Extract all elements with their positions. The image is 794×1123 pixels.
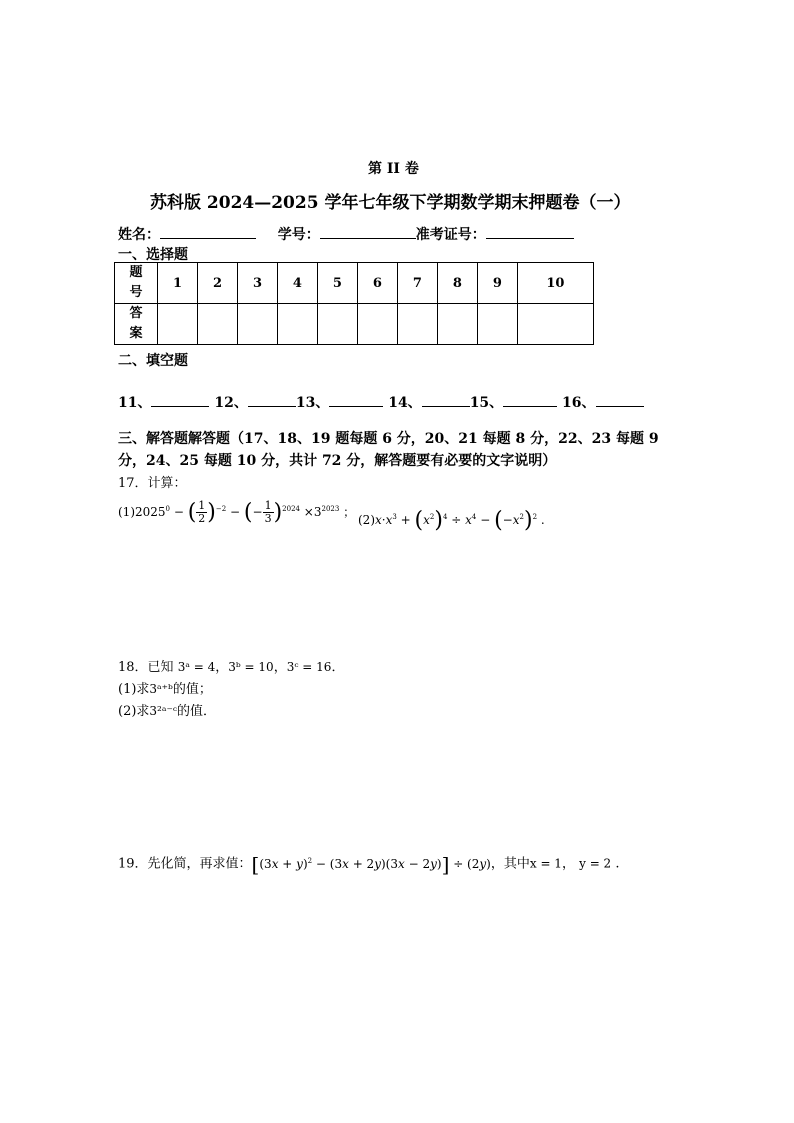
question-number-cell: 10: [517, 263, 593, 304]
blank-label-14: 14、: [388, 395, 422, 411]
student-info-row: [118, 224, 574, 244]
answer-cell[interactable]: [357, 304, 397, 345]
q18-cond-b: 3ᵇ = 10: [228, 660, 274, 674]
q17-stem: 17．计算：: [118, 476, 187, 491]
q18-sub2: (2)求3²ᵃ⁻ᶜ的值．: [118, 704, 216, 719]
question-number-cell: 6: [357, 263, 397, 304]
row-label-answer: 答 案: [115, 304, 158, 345]
question-number-cell: 9: [477, 263, 517, 304]
answer-cell[interactable]: [397, 304, 437, 345]
section-answer-title-line1: 三、解答题解答题（17、18、19 题每题 6 分，20、21 每题 8 分，22、23 每题 9: [118, 431, 659, 447]
section-choice-title: 一、选择题: [118, 247, 188, 263]
answer-cell[interactable]: [477, 304, 517, 345]
answer-cell[interactable]: [317, 304, 357, 345]
blank-label-11: 11、: [118, 395, 152, 411]
blank-label-16: 16、: [562, 395, 596, 411]
question-number-row: [115, 263, 594, 304]
blank-16[interactable]: [596, 392, 644, 407]
question-number-cell: 7: [397, 263, 437, 304]
q19-stem: 19．先化简，再求值：: [118, 856, 252, 872]
question-number-cell: 1: [158, 263, 198, 304]
name-label: 姓名：: [118, 227, 160, 243]
answer-cell[interactable]: [237, 304, 277, 345]
q18-stem: 18．已知 3ᵃ = 4，3ᵇ = 10，3ᶜ = 16．: [118, 660, 345, 675]
student-id-label: 学号：: [277, 227, 320, 243]
blank-13[interactable]: [329, 392, 383, 407]
q19-expression: $[(3x + y)^2 - (3x + 2y)(3x - 2y)] \div (2y)$: [251, 852, 491, 876]
question-number-cell: 8: [437, 263, 477, 304]
answer-cell[interactable]: [517, 304, 593, 345]
answer-table: [114, 262, 594, 345]
blank-label-13: 13、: [295, 395, 330, 411]
q17-part1-label: (1): [118, 505, 135, 519]
exam-number-field[interactable]: [486, 224, 574, 239]
exam-number-label: 准考证号：: [415, 227, 486, 243]
question-number-cell: 4: [277, 263, 317, 304]
student-id-field[interactable]: [320, 224, 416, 239]
q18-cond-c: 3ᶜ = 16: [286, 660, 332, 674]
blank-14[interactable]: [422, 392, 470, 407]
blank-12[interactable]: [248, 392, 296, 407]
answer-cell[interactable]: [277, 304, 317, 345]
question-number-cell: 2: [197, 263, 237, 304]
name-field[interactable]: [160, 224, 256, 239]
blank-label-15: 15、: [469, 395, 504, 411]
volume-label: 第 II 卷: [368, 161, 419, 177]
blank-15[interactable]: [503, 392, 557, 407]
answer-cell[interactable]: [158, 304, 198, 345]
q19-y-value: y = 2: [579, 856, 612, 871]
q17-part1-expression: $(1)2025^0$ − ( $\frac{1}{2}$ )$^{-2}$ − (− $\frac{1}{3}$ )$^{2024} \times 3^{2023}$ ；: [118, 499, 356, 525]
q19-line: 19．先化简，再求值：$[(3x + y)^2 - (3x + 2y)(3x - 2y)] \div (2y)$，其中x = 1， y = 2 .: [118, 852, 620, 876]
q18-sub1: (1)求3ᵃ⁺ᵇ的值；: [118, 682, 212, 697]
section-answer-title-line2: 分，24、25 每题 10 分，共计 72 分，解答题要有必要的文字说明）: [118, 453, 557, 469]
exam-title: 苏科版 2024—2025 学年七年级下学期数学期末押题卷（一）: [150, 193, 631, 213]
q19-x-value: x = 1: [529, 856, 562, 871]
answer-cell[interactable]: [437, 304, 477, 345]
fill-blanks-row: [118, 392, 644, 412]
question-number-cell: 3: [237, 263, 277, 304]
question-number-cell: 5: [317, 263, 357, 304]
section-fill-title: 二、填空题: [118, 353, 188, 369]
answer-cell[interactable]: [197, 304, 237, 345]
q17-part2-expression: $(2)x\cdot x^3 + (x^2)^4 \div x^4 - (-x^2)^2$ .: [358, 508, 545, 533]
q18-cond-a: 3ᵃ = 4: [177, 660, 216, 674]
blank-11[interactable]: [151, 392, 209, 407]
blank-label-12: 12、: [214, 395, 248, 411]
answer-row: [115, 304, 594, 345]
row-label-question-no: 题 号: [115, 263, 158, 304]
q17-part2-label: (2): [358, 513, 375, 527]
